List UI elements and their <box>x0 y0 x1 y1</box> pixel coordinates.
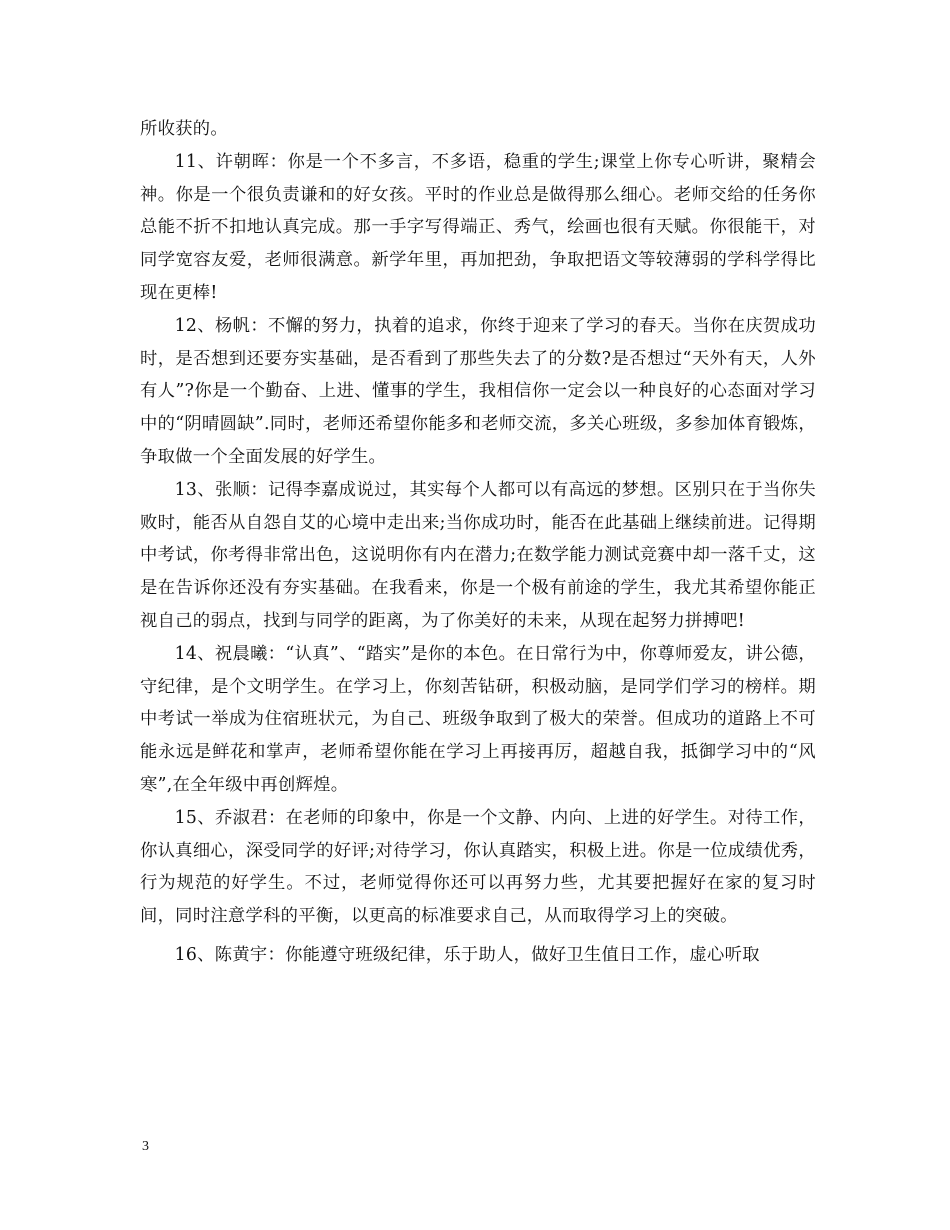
paragraph-comment-14: 14、祝晨曦：“认真”、“踏实”是你的本色。在日常行为中，你尊师爱友，讲公德，守纪律，是个文明学生。在学习上，你刻苦钻研，积极动脑，是同学们学习的榜样。期中考试一举成为住宿班状元，为自己、班级争取到了极大的荣誉。但成功的道路上不可能永远是鲜花和掌声，老师希望你能在学习上再接再厉，超越自我，抵御学习中的“风寒”,在全年级中再创辉煌。 <box>140 643 816 795</box>
paragraph-comment-12: 12、杨帆：不懈的努力，执着的追求，你终于迎来了学习的春天。当你在庆贺成功时，是否想到还要夯实基础，是否看到了那些失去了的分数?是否想过“天外有天，人外有人”?你是一个勤奋、上进、懂事的学生，我相信你一定会以一种良好的心态面对学习中的“阴晴圆缺”.同时，老师还希望你能多和老师交流，多关心班级，多参加体育锻炼，争取做一个全面发展的好学生。 <box>140 315 816 467</box>
page-number: 3 <box>142 1139 149 1154</box>
paragraph-comment-16: 16、陈黄宇：你能遵守班级纪律，乐于助人，做好卫生值日工作，虚心听取 <box>174 944 760 965</box>
document-body <box>140 113 816 972</box>
paragraph-comment-13: 13、张顺：记得李嘉成说过，其实每个人都可以有高远的梦想。区别只在于当你失败时，能否从自怨自艾的心境中走出来;当你成功时，能否在此基础上继续前进。记得期中考试，你考得非常出色，这说明你有内在潜力;在数学能力测试竞赛中却一落千丈，这是在告诉你还没有夯实基础。在我看来，你是一个极有前途的学生，我尤其希望你能正视自己的弱点，找到与同学的距离，为了你美好的未来，从现在起努力拼搏吧! <box>140 479 816 631</box>
paragraph-comment-11: 11、许朝晖：你是一个不多言，不多语，稳重的学生;课堂上你专心听讲，聚精会神。你是一个很负责谦和的好女孩。平时的作业总是做得那么细心。老师交给的任务你总能不折不扣地认真完成。那一手字写得端正、秀气，绘画也很有天赋。你很能干，对同学宽容友爱，老师很满意。新学年里，再加把劲，争取把语文等较薄弱的学科学得比现在更棒! <box>140 151 816 303</box>
paragraph-continuation: 所收获的。 <box>140 119 228 139</box>
paragraph-comment-15: 15、乔淑君：在老师的印象中，你是一个文静、内向、上进的好学生。对待工作，你认真细心，深受同学的好评;对待学习，你认真踏实，积极上进。你是一位成绩优秀，行为规范的好学生。不过，老师觉得你还可以再努力些，尤其要把握好在家的复习时间，同时注意学科的平衡，以更高的标准要求自己，从而取得学习上的突破。 <box>140 807 816 927</box>
